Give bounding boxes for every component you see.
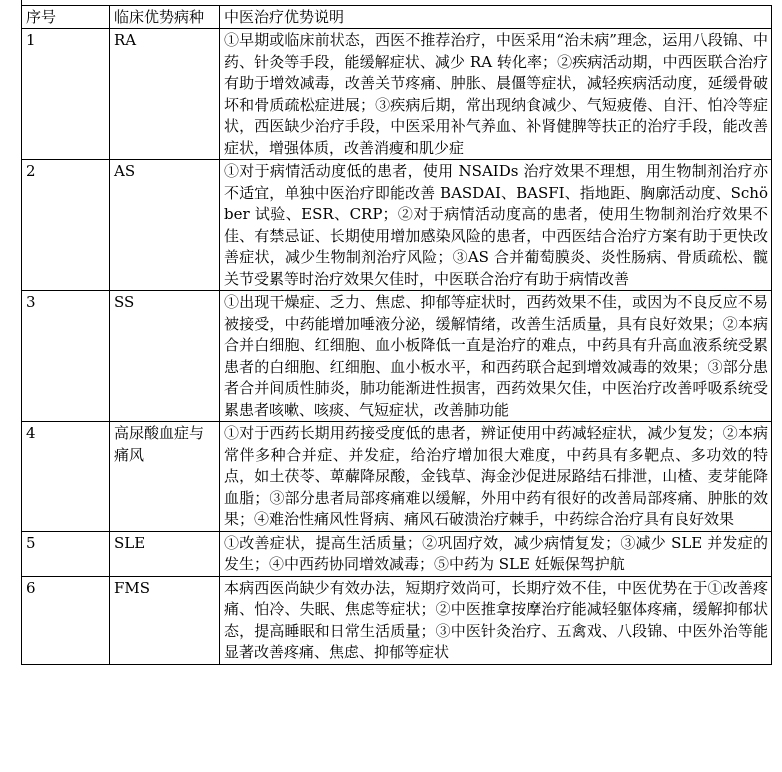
row-index: 1 (22, 29, 110, 160)
row-index: 4 (22, 422, 110, 532)
row-advantage: ①早期或临床前状态，西医不推荐治疗，中医采用“治未病”理念，运用八段锦、中药、针灸等手段，能缓解症状、减少 RA 转化率；②疾病活动期，中西医联合治疗有助于增效减毒，改善关节疼痛、肿胀、晨僵等症状，减轻疾病活动度，延缓骨破坏和骨质疏松症进展；③疾病后期，常出现纳食减少、气短疲倦、自汗、怕冷等症状，西医缺少治疗手段，中医采用补气养血、补肾健脾等扶正的治疗手段，能改善症状，增强体质，改善消瘦和肌少症 (220, 29, 772, 160)
table-row (22, 291, 772, 422)
row-advantage: ①对于西药长期用药接受度低的患者，辨证使用中药减轻症状，减少复发；②本病常伴多种合并症、并发症，给治疗增加很大难度，中药具有多靶点、多功效的特点，如土茯苓、萆薢降尿酸，金钱草、海金沙促进尿路结石排泄，山楂、麦芽能降血脂；③部分患者局部疼痛难以缓解，外用中药有很好的改善局部疼痛、肿胀的效果；④难治性痛风性肾病、痛风石破溃治疗棘手，中药综合治疗具有良好效果 (220, 422, 772, 532)
row-disease: AS (110, 160, 220, 291)
header-advantage: 中医治疗优势说明 (220, 6, 772, 29)
row-advantage: ①改善症状，提高生活质量；②巩固疗效，减少病情复发；③减少 SLE 并发症的发生；④中西药协同增效减毒；⑤中药为 SLE 妊娠保驾护航 (220, 531, 772, 576)
table-row (22, 29, 772, 160)
row-advantage: ①对于病情活动度低的患者，使用 NSAIDs 治疗效果不理想，用生物制剂治疗亦不适宜，单独中医治疗即能改善 BASDAI、BASFI、指地距、胸廓活动度、Schöber 试验、ESR、CRP；②对于病情活动度高的患者，使用生物制剂治疗效果不佳、有禁忌证、长期使用增加感染风险的患者，中西医结合治疗方案有助于更快改善症状，减少生物制剂治疗风险；③AS 合并葡萄膜炎、炎性肠病、骨质疏松、髋关节受累等时治疗效果欠佳时，中医联合治疗有助于病情改善 (220, 160, 772, 291)
row-advantage: ①出现干燥症、乏力、焦虑、抑郁等症状时，西药效果不佳，或因为不良反应不易被接受，中药能增加唾液分泌，缓解情绪，改善生活质量，具有良好效果；②本病合并白细胞、红细胞、血小板降低一直是治疗的难点，中药具有升高血液系统受累患者的白细胞、红细胞、血小板水平，和西药联合起到增效减毒的效果；③部分患者合并间质性肺炎，肺功能渐进性损害，西药效果欠佳，中医治疗改善呼吸系统受累患者咳嗽、咳痰、气短症状，改善肺功能 (220, 291, 772, 422)
header-disease: 临床优势病种 (110, 6, 220, 29)
table-row (22, 422, 772, 532)
tcm-advantage-table (21, 5, 772, 665)
row-index: 5 (22, 531, 110, 576)
row-disease: SS (110, 291, 220, 422)
row-disease: 高尿酸血症与痛风 (110, 422, 220, 532)
row-disease: FMS (110, 576, 220, 664)
row-advantage: 本病西医尚缺少有效办法，短期疗效尚可，长期疗效不佳，中医优势在于①改善疼痛、怕冷、失眠、焦虑等症状；②中医推拿按摩治疗能减轻躯体疼痛，缓解抑郁状态，提高睡眠和日常生活质量；③中医针灸治疗、五禽戏、八段锦、中医外治等能显著改善疼痛、焦虑、抑郁等症状 (220, 576, 772, 664)
row-index: 2 (22, 160, 110, 291)
row-index: 3 (22, 291, 110, 422)
table-row (22, 531, 772, 576)
row-index: 6 (22, 576, 110, 664)
header-index: 序号 (22, 6, 110, 29)
row-disease: RA (110, 29, 220, 160)
table-row (22, 576, 772, 664)
table-header-row (22, 6, 772, 29)
table-row (22, 160, 772, 291)
row-disease: SLE (110, 531, 220, 576)
